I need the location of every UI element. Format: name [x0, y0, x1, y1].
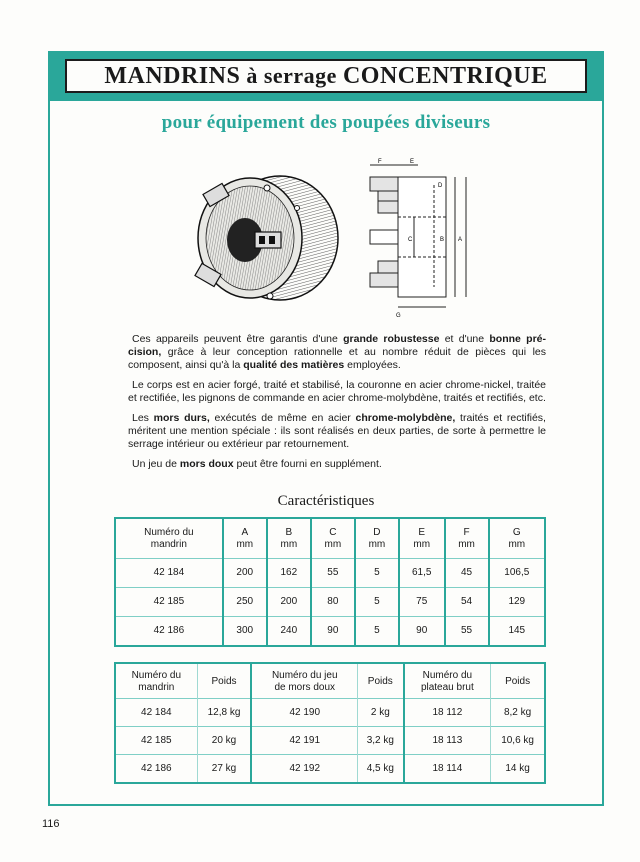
label-f: F — [378, 159, 382, 165]
label-g: G — [396, 313, 401, 319]
paragraph-4: Un jeu de mors doux peut être fourni en supplément. — [132, 458, 382, 470]
title-banner — [50, 51, 602, 101]
paragraph-1: Ces appareils peuvent être garantis d'une grande robustesse et d'une bonne pré-cision, grâce à leur conception rationnelle et au nombre réduit de pièces qui les composent, ainsi qu'à la qualité des matières employées. — [128, 333, 546, 371]
table-cell: 55 — [445, 616, 489, 646]
table-cell: 300 — [223, 616, 267, 646]
table-cell: 200 — [267, 587, 311, 616]
table-cell: 10,6 kg — [491, 727, 545, 755]
paragraph-2: Le corps est en acier forgé, traité et stabilisé, la couronne en acier chrome-nickel, traitée et rectifiée, les pignons de commande en acier chrome-molybdène, traités et rectifiés, etc. — [128, 379, 546, 404]
table-cell: 106,5 — [489, 558, 545, 587]
header-cell: Poids — [197, 663, 251, 699]
table-cell: 2 kg — [358, 699, 404, 727]
table-cell: 18 113 — [404, 727, 491, 755]
table-row — [115, 755, 545, 784]
table-cell: 80 — [311, 587, 355, 616]
header-cell: Numéro du jeu de mors doux — [251, 663, 357, 699]
section-title: Caractéristiques — [277, 493, 375, 509]
technical-drawing — [358, 155, 478, 320]
table-row — [115, 558, 545, 587]
header-cell: Numéro du plateau brut — [404, 663, 491, 699]
table-cell: 18 114 — [404, 755, 491, 784]
table-cell: 90 — [399, 616, 445, 646]
description-text — [128, 333, 546, 478]
table-cell: 42 185 — [115, 727, 197, 755]
table-row — [115, 616, 545, 646]
paragraph-3: Les mors durs, exécutés de même en acier chrome-molybdène, traités et rectifiés, méritent une mention spéciale : ils sont réalisés en deux parties, de sorte à permettre le serrage intérieur ou extérieur par retournement. — [128, 412, 546, 450]
table-cell: 42 190 — [251, 699, 357, 727]
label-a: A — [458, 237, 463, 243]
label-b: B — [440, 237, 445, 243]
table-cell: 42 184 — [115, 558, 223, 587]
table-cell: 5 — [355, 616, 399, 646]
table-cell: 145 — [489, 616, 545, 646]
header-cell: Poids — [358, 663, 404, 699]
table-cell: 42 192 — [251, 755, 357, 784]
header-cell: E mm — [399, 518, 445, 558]
title-part2: à serrage — [246, 63, 337, 88]
table-cell: 18 112 — [404, 699, 491, 727]
page-number: 116 — [42, 818, 60, 830]
table-cell: 162 — [267, 558, 311, 587]
header-cell: D mm — [355, 518, 399, 558]
table-cell: 129 — [489, 587, 545, 616]
table-cell: 3,2 kg — [358, 727, 404, 755]
table-cell: 42 186 — [115, 755, 197, 784]
subtitle: pour équipement des poupées diviseurs — [161, 112, 491, 133]
dimensions-table — [114, 517, 546, 647]
header-cell: G mm — [508, 527, 526, 551]
table-cell: 12,8 kg — [197, 699, 251, 727]
table-cell: 20 kg — [197, 727, 251, 755]
title-part3: CONCENTRIQUE — [342, 62, 548, 89]
label-d: D — [438, 183, 443, 189]
table-header-row — [115, 518, 545, 558]
label-e: E — [410, 159, 415, 165]
header-cell: C mm — [311, 518, 355, 558]
table-cell: 55 — [311, 558, 355, 587]
table-cell: 250 — [223, 587, 267, 616]
table-cell: 14 kg — [491, 755, 545, 784]
table-cell: 5 — [355, 558, 399, 587]
table-cell: 4,5 kg — [358, 755, 404, 784]
table-row — [115, 727, 545, 755]
table-cell: 54 — [445, 587, 489, 616]
header-cell: Poids — [505, 676, 531, 687]
header-cell: F mm — [445, 518, 489, 558]
header-cell: A mm — [223, 518, 267, 558]
weights-table — [114, 662, 546, 784]
table-cell: 75 — [399, 587, 445, 616]
table-cell: 200 — [223, 558, 267, 587]
table-row — [115, 587, 545, 616]
table-cell: 90 — [311, 616, 355, 646]
table-cell: 42 186 — [115, 616, 223, 646]
title-part1: MANDRINS — [104, 62, 241, 89]
table-cell: 42 191 — [251, 727, 357, 755]
label-c: C — [408, 237, 413, 243]
page-title — [65, 59, 587, 93]
table-cell: 61,5 — [399, 558, 445, 587]
table-cell: 42 184 — [115, 699, 197, 727]
table-cell: 8,2 kg — [491, 699, 545, 727]
chuck-illustration — [185, 168, 340, 313]
table-cell: 42 185 — [115, 587, 223, 616]
table-header-row — [115, 663, 545, 699]
table-cell: 27 kg — [197, 755, 251, 784]
table-cell: 45 — [445, 558, 489, 587]
header-cell: B mm — [267, 518, 311, 558]
table-cell: 240 — [267, 616, 311, 646]
table-row — [115, 699, 545, 727]
table-cell: 5 — [355, 587, 399, 616]
header-cell: Numéro du mandrin — [115, 663, 197, 699]
header-cell: Numéro du mandrin — [115, 518, 223, 558]
